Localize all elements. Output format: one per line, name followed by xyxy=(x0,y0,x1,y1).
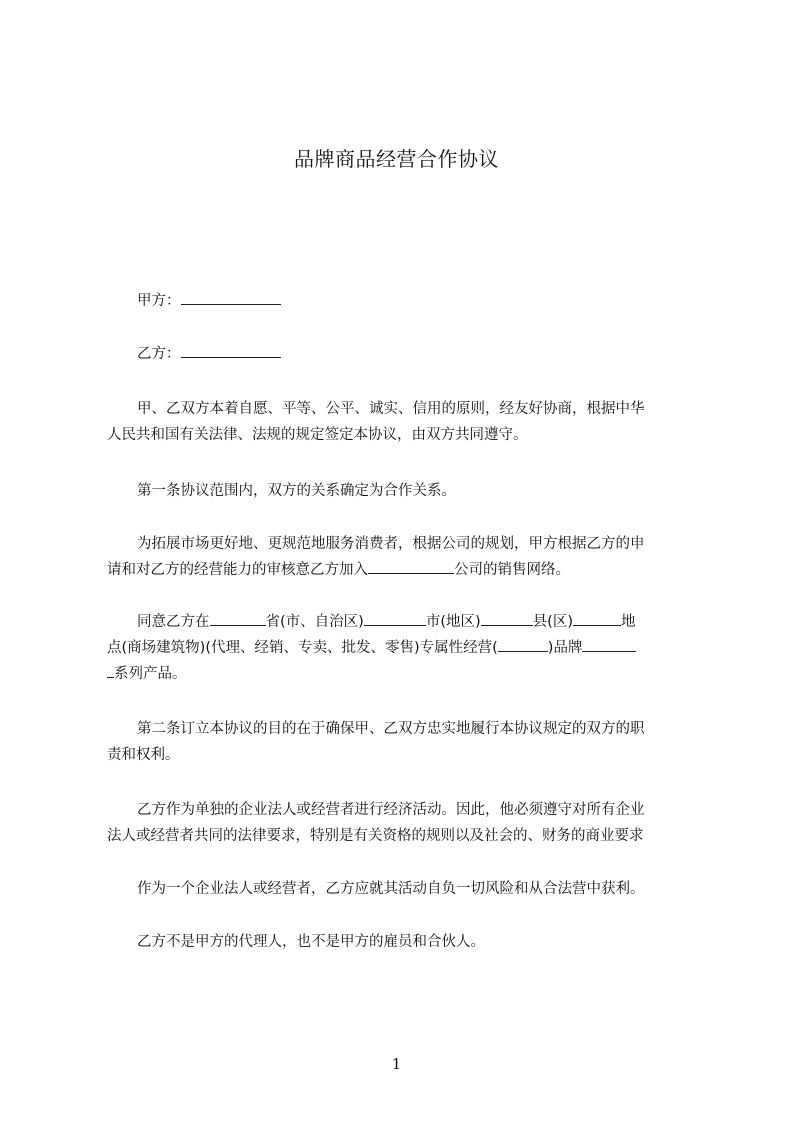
company-blank xyxy=(368,558,454,574)
party-b-label: 乙方： xyxy=(137,346,181,362)
risk-line: 作为一个企业法人或经营者，乙方应就其活动自负一切风险和从合法营中获利。 xyxy=(137,881,645,897)
location-text-d: 县(区) xyxy=(532,614,573,630)
scope-line-1: 为拓展市场更好地、更规范地服务消费者，根据公司的规划，甲方根据乙方的申 xyxy=(137,536,645,552)
series-blank xyxy=(582,636,636,652)
location-text-a: 同意乙方在 xyxy=(137,614,210,630)
city-blank xyxy=(364,610,426,626)
article-1-line: 第一条协议范围内，双方的关系确定为合作关系。 xyxy=(137,483,456,499)
non-agent-line: 乙方不是甲方的代理人，也不是甲方的雇员和合伙人。 xyxy=(137,934,485,950)
address-blank xyxy=(573,610,621,626)
brand-blank xyxy=(498,636,548,652)
series-blank-cont xyxy=(107,662,114,678)
location-text-f: 点(商场建筑物)(代理、经销、专卖、批发、零售)专属性经营( xyxy=(107,640,498,656)
scope-text-b: 公司的销售网络。 xyxy=(454,562,570,578)
article-2-line-2: 责和权利。 xyxy=(107,747,180,763)
page-number: 1 xyxy=(391,1055,402,1073)
preamble-line-1: 甲、乙双方本着自愿、平等、公平、诚实、信用的原则，经友好协商，根据中华 xyxy=(137,401,645,417)
location-line-3 xyxy=(107,661,715,687)
party-a-label: 甲方： xyxy=(137,293,181,309)
party-b-blank xyxy=(181,342,281,358)
document-title: 品牌商品经营合作协议 xyxy=(294,147,499,171)
scope-line-2 xyxy=(107,557,715,583)
independence-line-2: 法人或经营者共同的法律要求，特别是有关资格的规则以及社会的、财务的商业要求 xyxy=(107,828,644,844)
location-line-2 xyxy=(107,635,715,661)
party-a-blank xyxy=(181,289,281,305)
county-blank xyxy=(481,610,533,626)
preamble-line-2: 人民共和国有关法律、法规的规定签定本协议，由双方共同遵守。 xyxy=(107,427,528,443)
location-text-g: )品牌 xyxy=(547,640,583,656)
province-blank xyxy=(210,610,266,626)
location-text-e: 地 xyxy=(620,614,636,630)
location-text-h: 系列产品。 xyxy=(114,666,187,682)
party-b-line xyxy=(137,341,745,367)
location-line-1 xyxy=(137,609,745,635)
location-text-b: 省(市、自治区) xyxy=(265,614,364,630)
party-a-line xyxy=(137,288,745,314)
independence-line-1: 乙方作为单独的企业法人或经营者进行经济活动。因此，他必须遵守对所有企业 xyxy=(137,802,645,818)
scope-text-a: 请和对乙方的经营能力的审核意乙方加入 xyxy=(107,562,368,578)
article-2-line-1: 第二条订立本协议的目的在于确保甲、乙双方忠实地履行本协议规定的双方的职 xyxy=(137,721,645,737)
location-text-c: 市(地区) xyxy=(425,614,481,630)
